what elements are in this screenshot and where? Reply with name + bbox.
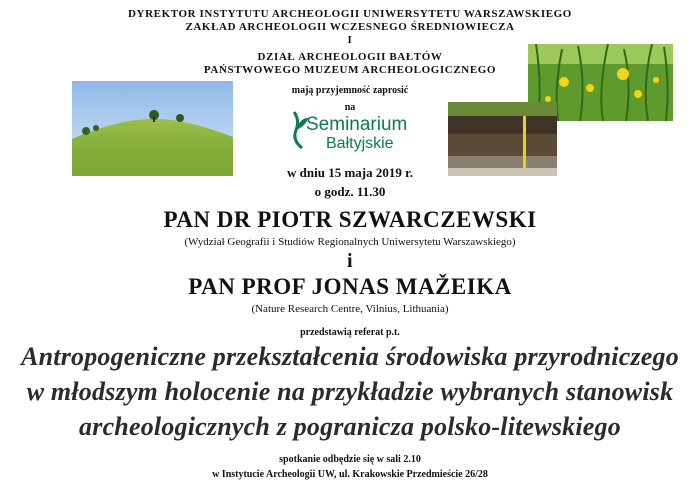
seminarium-logo	[290, 108, 410, 158]
header-line-5: PAŃSTWOWEGO MUZEUM ARCHEOLOGICZNEGO	[203, 64, 497, 76]
footer-room: spotkanie odbędzie się w sali 2.10	[279, 454, 421, 465]
header-line-3: I	[347, 34, 353, 46]
lecture-title-line-1: Antropogeniczne przekształcenia środowiska przyrodniczego	[21, 342, 679, 371]
invite-on: na	[344, 102, 356, 113]
lecture-title-line-2: w młodszym holocenie na przykładzie wybranych stanowisk	[26, 377, 674, 406]
event-time: o godz. 11.30	[314, 184, 386, 199]
invite-text: mają przyjemność zaprosić	[291, 85, 409, 96]
speaker-2-name: PAN PROF JONAS MAŽEIKA	[188, 274, 512, 299]
header-line-1: DYREKTOR INSTYTUTU ARCHEOLOGII UNIWERSYTETU WARSZAWSKIEGO	[128, 8, 572, 20]
speaker-1-affiliation: (Wydział Geografii i Studiów Regionalnych Uniwersytetu Warszawskiego)	[184, 236, 516, 248]
footer-address: w Instytucie Archeologii UW, ul. Krakowskie Przedmieście 26/28	[212, 469, 488, 480]
header-line-4: DZIAŁ ARCHEOLOGII BAŁTÓW	[257, 51, 443, 63]
lecture-title-line-3: archeologicznych z pogranicza polsko-litewskiego	[79, 412, 621, 441]
speaker-2-affiliation: (Nature Research Centre, Vilnius, Lithuania)	[251, 303, 449, 315]
hill-landscape-photo	[72, 81, 233, 176]
logo-word-1: Seminarium	[306, 114, 408, 135]
event-date: w dniu 15 maja 2019 r.	[287, 165, 413, 180]
speaker-1-name: PAN DR PIOTR SZWARCZEWSKI	[163, 207, 537, 232]
speakers-conjunction: i	[346, 250, 354, 272]
header-line-2: ZAKŁAD ARCHEOLOGII WCZESNEGO ŚREDNIOWIECZA	[185, 21, 515, 33]
lecture-intro: przedstawią referat p.t.	[300, 327, 400, 338]
logo-word-2: Bałtyjskie	[326, 135, 394, 152]
